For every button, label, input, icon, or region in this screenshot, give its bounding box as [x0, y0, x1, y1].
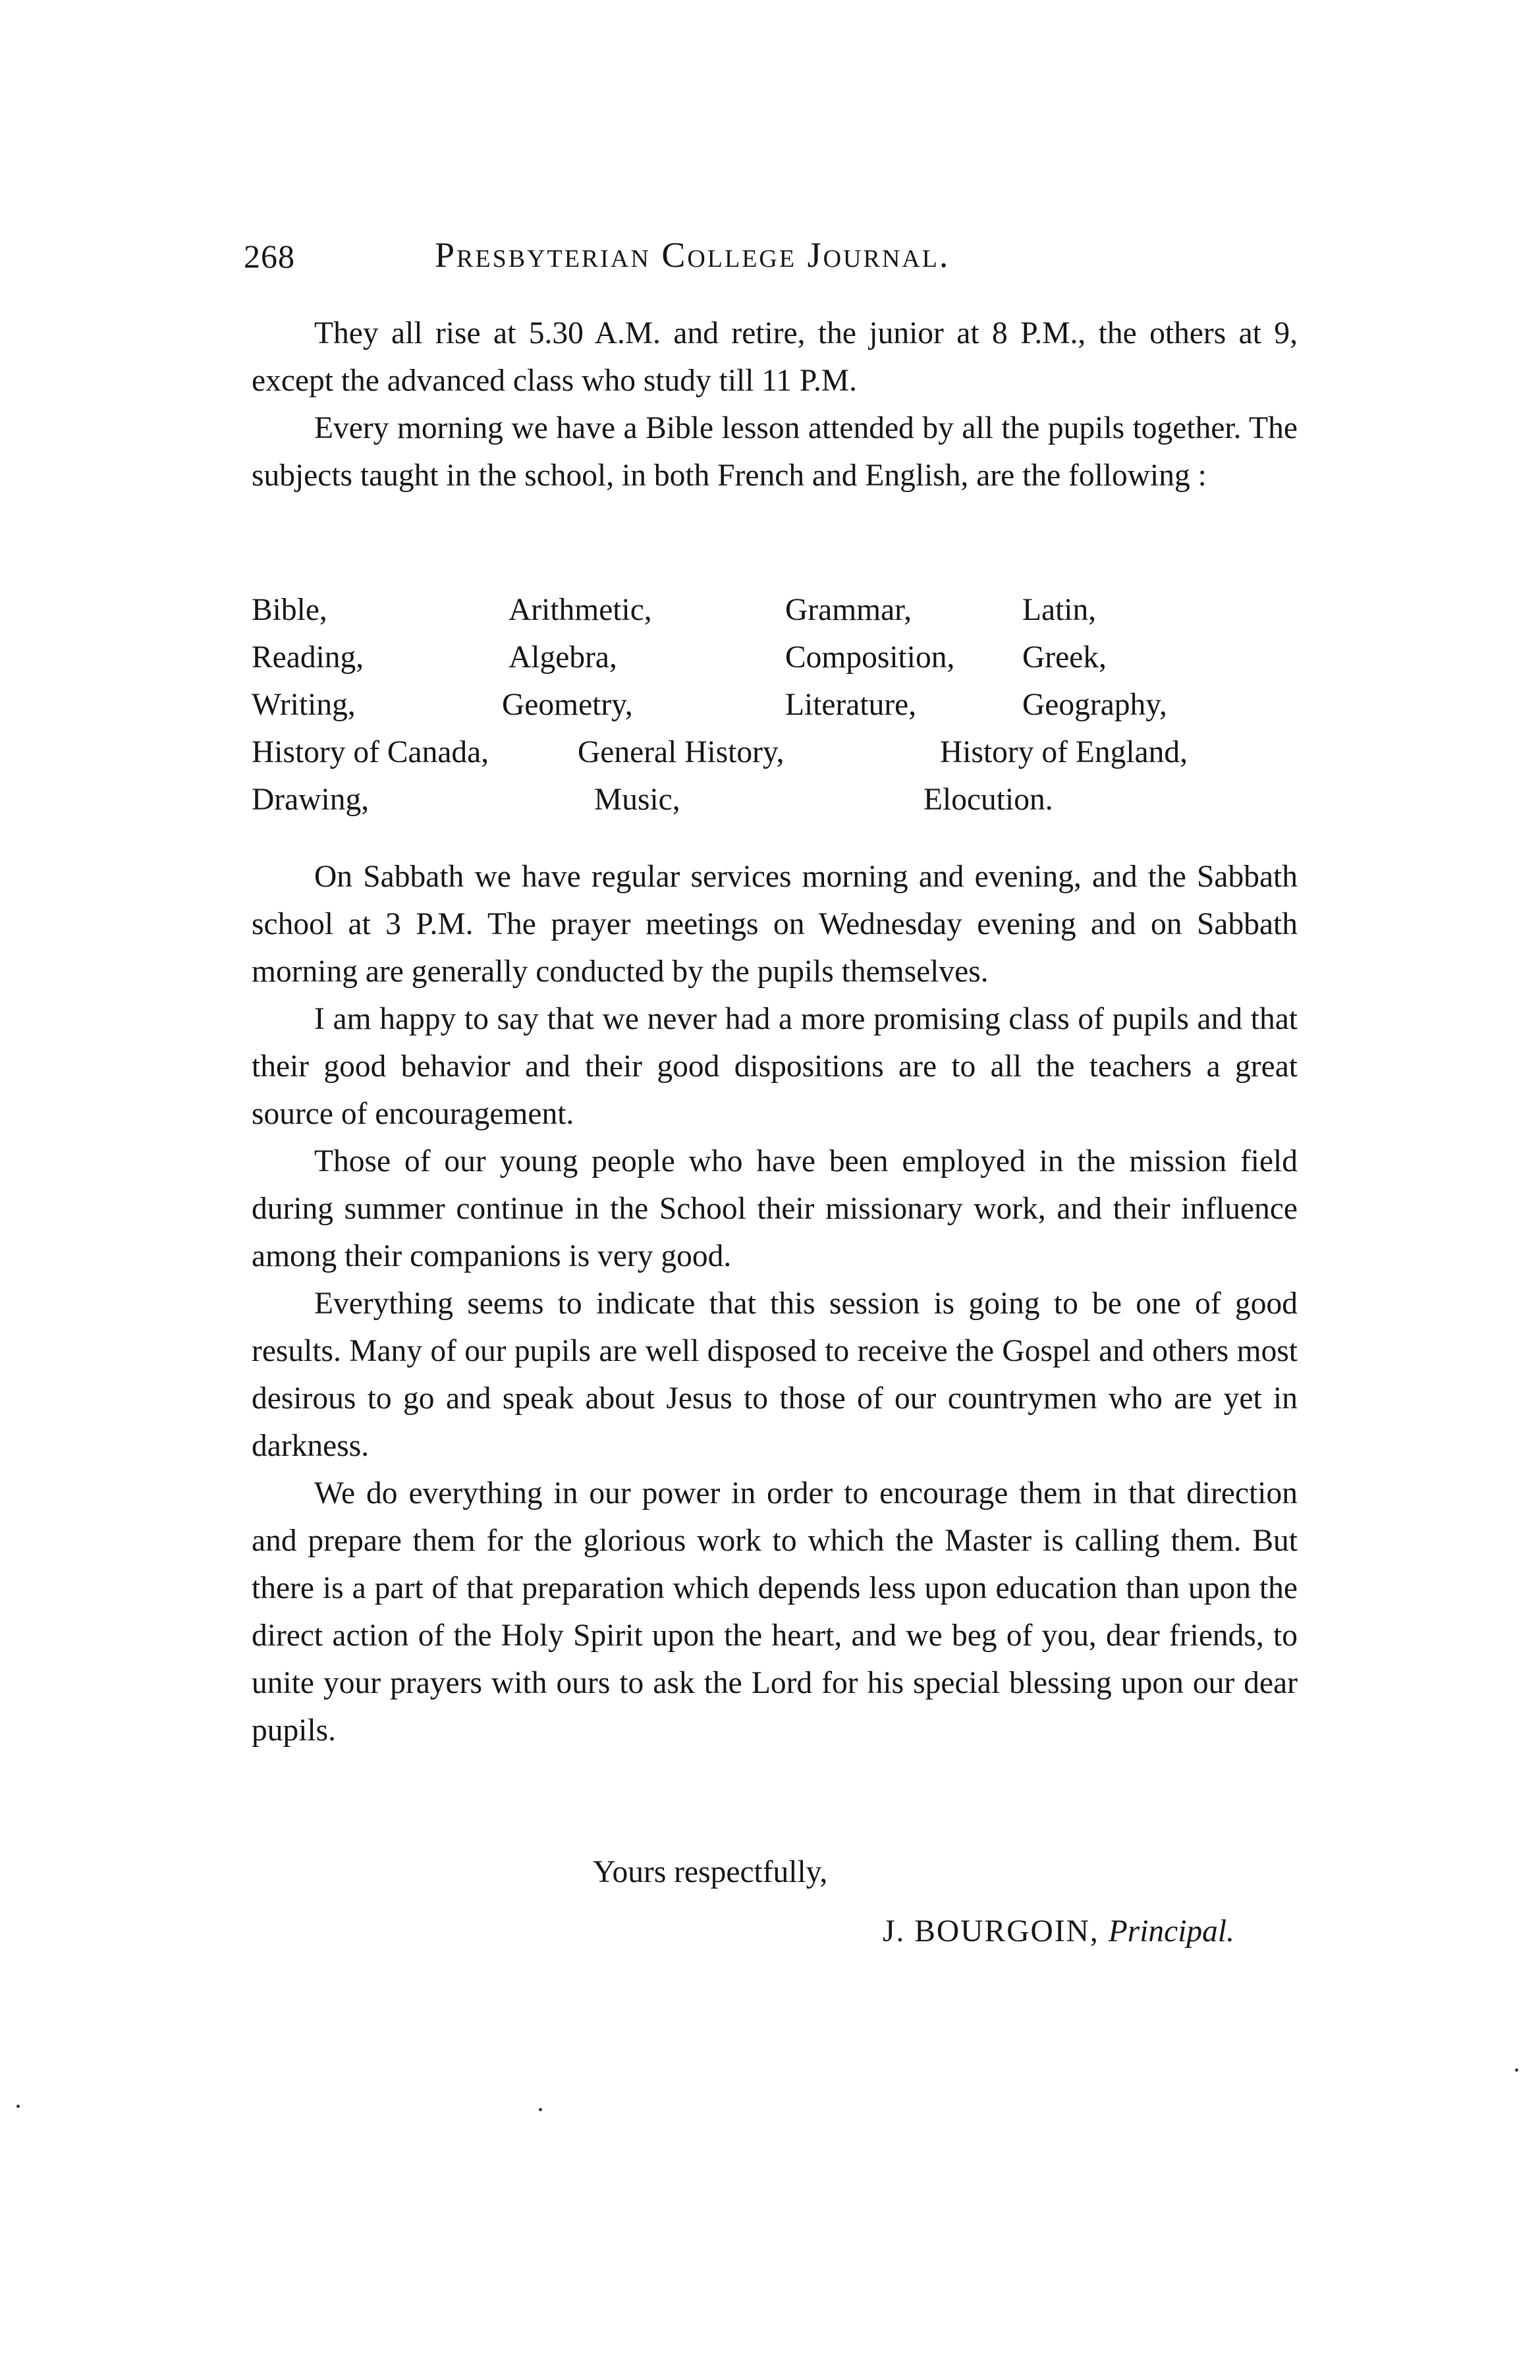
page-number: 268 [244, 238, 295, 275]
scan-speck [539, 2108, 542, 2111]
subject-item: Elocution. [923, 783, 1053, 817]
subject-item: Geometry, [502, 688, 633, 722]
subjects-table [252, 586, 1306, 823]
subjects-row [252, 729, 1306, 776]
subject-item: Grammar, [785, 593, 912, 627]
scan-speck [1515, 2068, 1518, 2072]
subject-item: Geography, [1022, 688, 1167, 722]
signature-title: Principal. [1108, 1914, 1234, 1949]
paragraph-rising-times: They all rise at 5.30 A.M. and retire, the junior at 8 P.M., the others at 9, except the advanced class who study till 11 P.M. [252, 316, 1298, 398]
paragraph-sabbath: On Sabbath we have regular services morning and evening, and the Sabbath school at 3 P.M. The prayer meetings on Wednesday evening and on Sabbath morning are generally conducted by the pupils themselves. [252, 860, 1298, 989]
subjects-row [252, 776, 1306, 823]
subject-item: Greek, [1022, 640, 1107, 675]
subject-item: History of Canada, [252, 735, 489, 769]
subject-item: Arithmetic, [509, 593, 652, 627]
subject-item: Reading, [252, 640, 364, 675]
signature [883, 1914, 1234, 1949]
subject-item: History of England, [940, 735, 1188, 769]
subject-item: Drawing, [252, 783, 370, 817]
signature-name: J. BOURGOIN, [883, 1914, 1099, 1949]
subject-item: Algebra, [509, 640, 617, 675]
scan-speck [16, 2105, 20, 2108]
running-title: Presbyterian College Journal. [435, 235, 950, 275]
subject-item: Music, [594, 783, 680, 817]
paragraph-good-results: Everything seems to indicate that this session is going to be one of good results. Many of our pupils are well disposed to receive the Gospel and others most desirous to go and speak about Jesus to those of our countrymen who are yet in darkness. [252, 1287, 1298, 1463]
subject-item: General History, [578, 735, 784, 769]
subjects-row [252, 634, 1306, 681]
subjects-row [252, 681, 1306, 729]
subject-item: Composition, [785, 640, 955, 675]
paragraph-promising-class: I am happy to say that we never had a more promising class of pupils and that their good behavior and their good dispositions are to all the teachers a great source of encouragement. [252, 1002, 1298, 1131]
subject-item: Latin, [1022, 593, 1097, 627]
valediction: Yours respectfully, [593, 1855, 828, 1889]
subject-item: Bible, [252, 593, 327, 627]
subject-item: Writing, [252, 688, 356, 722]
paragraph-mission-field: Those of our young people who have been employed in the mission field during summer continue in the School their missionary work, and their influence among their companions is very good. [252, 1144, 1298, 1273]
paragraph-bible-lesson: Every morning we have a Bible lesson attended by all the pupils together. The subjects taught in the school, in both French and English, are the following : [252, 411, 1298, 493]
body-text [252, 853, 1298, 1754]
paragraph-prayers: We do everything in our power in order to encourage them in that direction and prepare them for the glorious work to which the Master is calling them. But there is a part of that preparation which depends less upon education than upon the direct action of the Holy Spirit upon the heart, and we beg of you, dear friends, to unite your prayers with ours to ask the Lord for his special blessing upon our dear pupils. [252, 1476, 1298, 1748]
intro-text [252, 310, 1298, 499]
subject-item: Literature, [785, 688, 917, 722]
subjects-row [252, 586, 1306, 634]
page-header [244, 231, 1311, 283]
